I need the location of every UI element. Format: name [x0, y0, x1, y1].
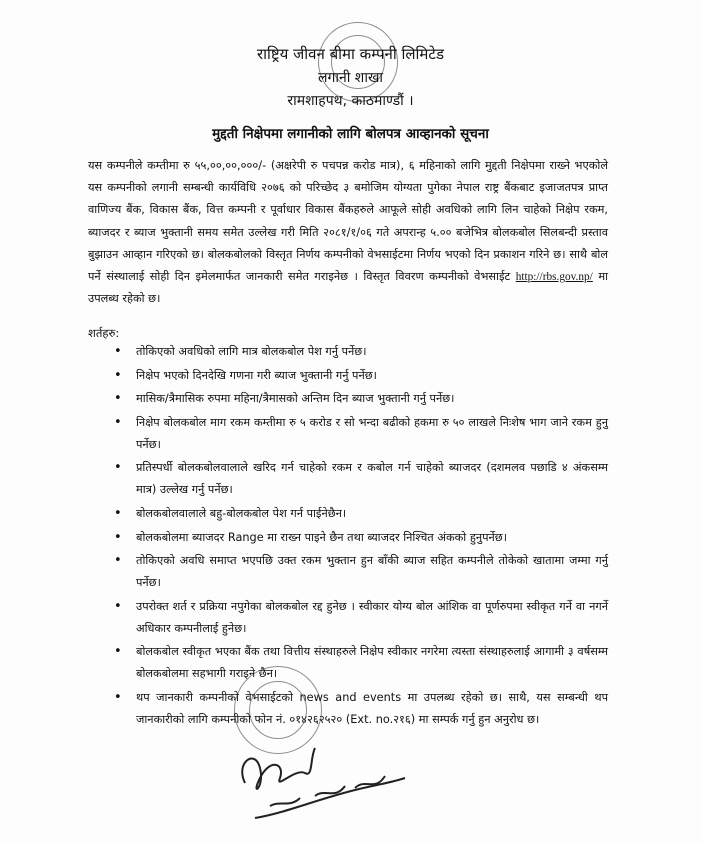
list-item: • मासिक/त्रैमासिक रुपमा महिना/त्रैमासको अन्तिम दिन ब्याज भुक्तानी गर्नु पर्नेछ। [114, 388, 608, 410]
conditions-list [114, 341, 608, 733]
office-name: लगानी शाखा [317, 70, 384, 86]
list-item: • निक्षेप भएको दिनदेखि गणना गरी ब्याज भुक्तानी गर्नु पर्नेछ। [114, 365, 608, 387]
list-item: • थप जानकारी कम्पनीको वेभसाईटको news and events मा उपलब्ध रहेको छ। साथै, यस सम्बन्धी थप जानकारीको लागि कम्पनीको फोन नं. ०१४२६२५२० (Ext. no.२१६) मा सम्पर्क गर्नु हुन अनुरोध छ। [114, 687, 608, 731]
list-item: • तोकिएको अवधि समाप्त भएपछि उक्त रकम भुक्तान हुन बाँकी ब्याज सहित कम्पनीले तोकेको खातामा जम्मा गर्नु पर्नेछ। [114, 550, 608, 594]
website-link[interactable]: http://rbs.gov.np/ [515, 271, 593, 284]
list-item: • उपरोक्त शर्त र प्रक्रिया नपुगेका बोलकबोल रद्द हुनेछ । स्वीकार योग्य बोल आंशिक वा पूर्णरुपमा स्वीकृत गर्ने वा नगर्ने अधिकार कम्पनीलाई हुनेछ। [114, 596, 608, 640]
company-name: राष्ट्रिय जीवन बीमा कम्पनी लिमिटेड [257, 45, 444, 63]
conditions-heading: शर्तहरु: [88, 326, 120, 340]
signature [225, 728, 425, 828]
notice-paragraph [88, 155, 608, 310]
paragraph-end: मा उपलब्ध रहेको छ। [88, 270, 608, 306]
list-item: • बोलकबोलमा ब्याजदर Range मा राख्न पाइने छैन तथा ब्याजदर निश्चित अंकको हुनुपर्नेछ। [114, 527, 608, 549]
list-item: • बोलकबोलवालाले बहु-बोलकबोल पेश गर्न पाईनेछैन। [114, 503, 608, 525]
list-item: • निक्षेप बोलकबोल माग रकम कम्तीमा रु ५ करोड र सो भन्दा बढीको हकमा रु ५० लाखले निःशेष भाग जाने रकम हुनु पर्नेछ। [114, 412, 608, 456]
notice-title: मुद्दती निक्षेपमा लगानीको लागि बोलपत्र आव्हानको सूचना [212, 126, 489, 142]
list-item: • तोकिएको अवधिको लागि मात्र बोलकबोल पेश गर्नु पर्नेछ। [114, 341, 608, 363]
list-item: • बोलकबोल स्वीकृत भएका बैंक तथा वित्तीय संस्थाहरुले निक्षेप स्वीकार नगरेमा त्यस्ता संस्थाहरुलाई आगामी ३ वर्षसम्म बोलकबोलमा सहभागी गराइने छैन। [114, 641, 608, 685]
list-item: • प्रतिस्पर्धी बोलकबोलवालाले खरिद गर्न चाहेको रकम र कबोल गर्न चाहेको ब्याजदर (दशमलव पछाडि ४ अंकसम्म मात्र) उल्लेख गर्नु पर्नेछ। [114, 457, 608, 501]
paragraph-text: यस कम्पनीले कम्तीमा रु ५५,००,००,०००/- (अक्षरेपी रु पचपन्न करोड मात्र), ६ महिनाको लागि मुद्दती निक्षेपमा राख्ने भएकोले यस कम्पनीको लगानी सम्बन्धी कार्यविधि २०७६ को परिच्छेद ३ बमोजिम योग्यता पुगेका नेपाल राष्ट्र बैंकबाट इजाजतपत्र प्राप्त वाणिज्य बैंक, विकास बैंक, वित्त कम्पनी र पूर्वाधार विकास बैंकहरुले आफूले सोही अवधिको लागि लिन चाहेको निक्षेप रकम, ब्याजदर र ब्याज भुक्तानी समय समेत उल्लेख गरी मिति २०८१/१/०६ गते अपरान्ह ५.०० बजेभित्र बोलकबोल सिलबन्दी प्रस्ताव बुझाउन आव्हान गरिएको छ। बोलकबोलको विस्तृत निर्णय कम्पनीको वेभसाईटमा निर्णय भएको दिन प्रकाशन गरिने छ। साथै बोल पर्ने संस्थालाई सोही दिन इमेलमार्फत जानकारी समेत गराइनेछ । विस्तृत विवरण कम्पनीको वेभसाईट [88, 159, 608, 284]
office-address: रामशाहपथ, काठमाण्डौं । [287, 93, 414, 109]
